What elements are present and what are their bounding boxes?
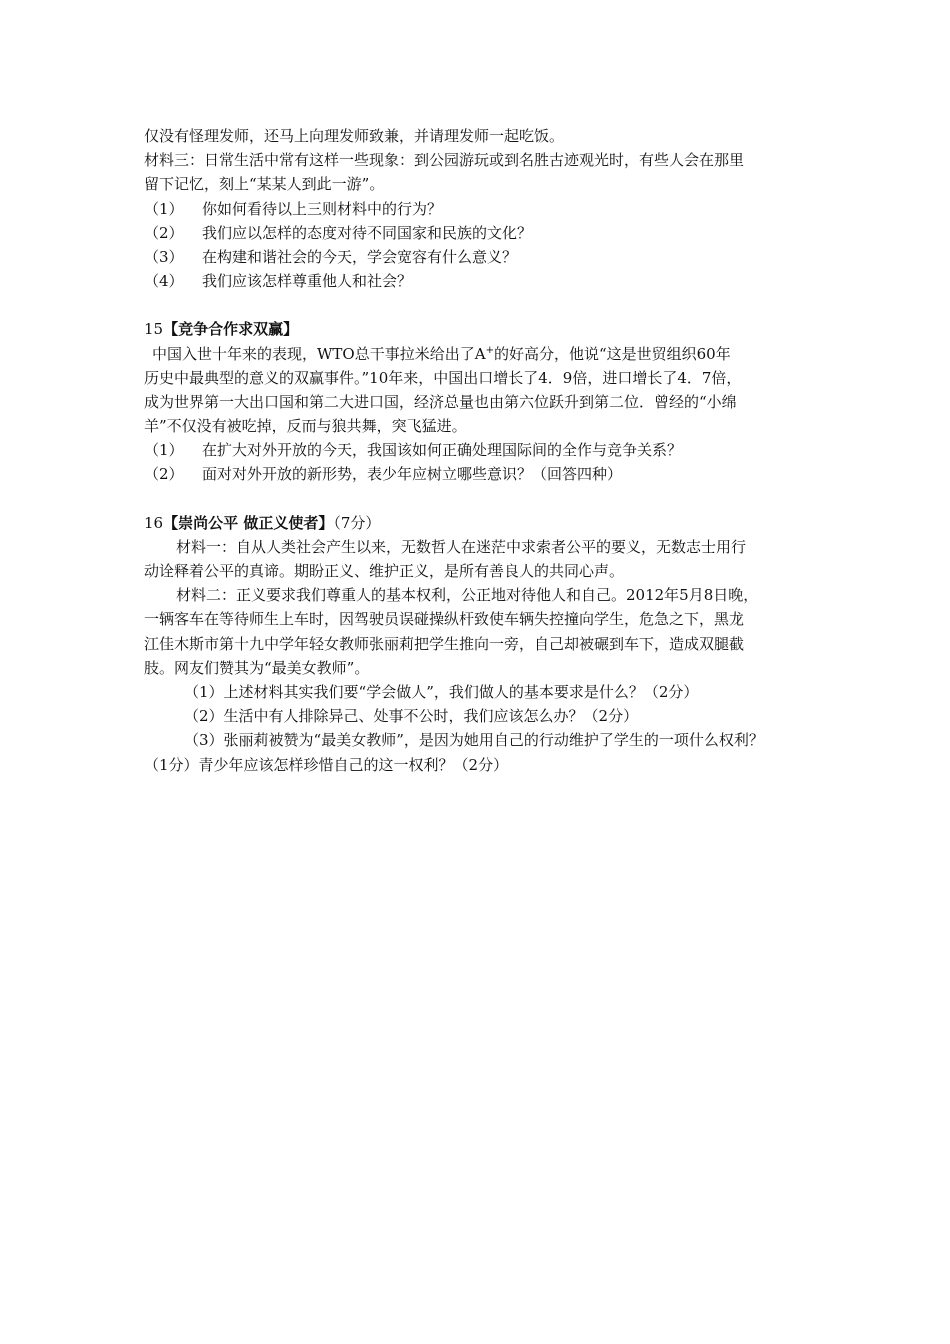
- material2-tail-line: 仅没有怪理发师，还马上向理发师致兼，并请理发师一起吃饭。: [144, 127, 565, 145]
- question-text: 我们应以怎样的态度对待不同国家和民族的文化？: [202, 223, 533, 242]
- section-title: 【竞争合作求双赢】: [163, 320, 299, 339]
- question-number: （2）: [144, 465, 184, 484]
- question-14-4: [144, 269, 824, 293]
- material2-line-4: 肢。网友们赞其为“最美女教师”。: [144, 658, 370, 677]
- question-text: 我们应该怎样尊重他人和社会？: [202, 272, 413, 291]
- question-14-2: [144, 221, 824, 245]
- para-text: 中国入世十年来的表现，WTO总干事拉米给出了A: [152, 344, 486, 363]
- section-15-para-line-3: 成为世界第一大出口国和第二大进口国，经济总量也由第六位跃升到第二位．曾经的“小绵: [144, 392, 737, 411]
- section-15-para-line-4: 羊”不仅没有被吃掉，反而与狼共舞，突飞猛进。: [144, 417, 467, 436]
- section-15-para-line-2: 历史中最典型的意义的双赢事件。”10年来，中国出口增长了4．9倍，进口增长了4．7倍，: [144, 368, 742, 387]
- section-16-heading: [144, 511, 824, 535]
- section-15-para-line-1: [144, 342, 824, 366]
- question-16-3-line-2: （1分）青少年应该怎样珍惜自己的这一权利？（2分）: [144, 755, 509, 774]
- material2-line-1: 材料二：正义要求我们尊重人的基本权利，公正地对待他人和自己。2012年5月8日晚，: [176, 586, 759, 605]
- section-score: （7分）: [333, 513, 381, 532]
- material2-line-3: 江佳木斯市第十九中学年轻女教师张丽莉把学生推向一旁，自己却被碾到车下，造成双腿截: [144, 634, 745, 653]
- question-16-3-line-1: （3）张丽莉被赞为“最美女教师”，是因为她用自己的行动维护了学生的一项什么权利？: [184, 731, 764, 750]
- material1-line-2: 动诠释着公平的真谛。期盼正义、维护正义，是所有善良人的共同心声。: [144, 562, 625, 580]
- question-number: （2）: [144, 223, 184, 242]
- material3-line-1: 材料三：日常生活中常有这样一些现象：到公园游玩或到名胜古迹观光时，有些人会在那里: [144, 151, 745, 170]
- question-14-1: [144, 197, 824, 221]
- document-page: [144, 124, 824, 777]
- question-14-3: [144, 245, 824, 269]
- question-text: 在扩大对外开放的今天，我国该如何正确处理国际间的全作与竞争关系？: [202, 441, 683, 460]
- material3-line-2: 留下记忆，刻上“某某人到此一游”。: [144, 175, 385, 194]
- material1-line-1: 材料一：自从人类社会产生以来，无数哲人在迷茫中求索者公平的要义，无数志士用行: [176, 537, 747, 556]
- question-text: 你如何看待以上三则材料中的行为？: [202, 199, 443, 218]
- section-number: 15: [144, 320, 164, 339]
- section-number: 16: [144, 513, 164, 532]
- question-15-2: [144, 462, 824, 486]
- question-15-1: [144, 438, 824, 462]
- section-title: 【崇尚公平 做正义使者】: [163, 513, 334, 532]
- question-number: （1）: [144, 199, 184, 218]
- question-16-2: （2）生活中有人排除异己、处事不公时，我们应该怎么办？（2分）: [184, 707, 639, 726]
- question-text: 在构建和谐社会的今天，学会宽容有什么意义？: [202, 247, 518, 266]
- section-spacer: [144, 293, 824, 317]
- section-15-heading: [144, 317, 824, 341]
- question-number: （4）: [144, 272, 184, 291]
- section-spacer: [144, 487, 824, 511]
- question-16-1: （1）上述材料其实我们要“学会做人”，我们做人的基本要求是什么？（2分）: [184, 682, 699, 701]
- question-number: （1）: [144, 441, 184, 460]
- material2-line-2: 一辆客车在等待师生上车时，因驾驶员误碰操纵杆致使车辆失控撞向学生，危急之下，黑龙: [144, 610, 745, 629]
- grade-plus-sign: +: [485, 344, 494, 356]
- para-text: 的好高分，他说“这是世贸组织60年: [493, 344, 731, 363]
- question-text: 面对对外开放的新形势，表少年应树立哪些意识？（回答四种）: [202, 465, 623, 484]
- question-number: （3）: [144, 247, 184, 266]
